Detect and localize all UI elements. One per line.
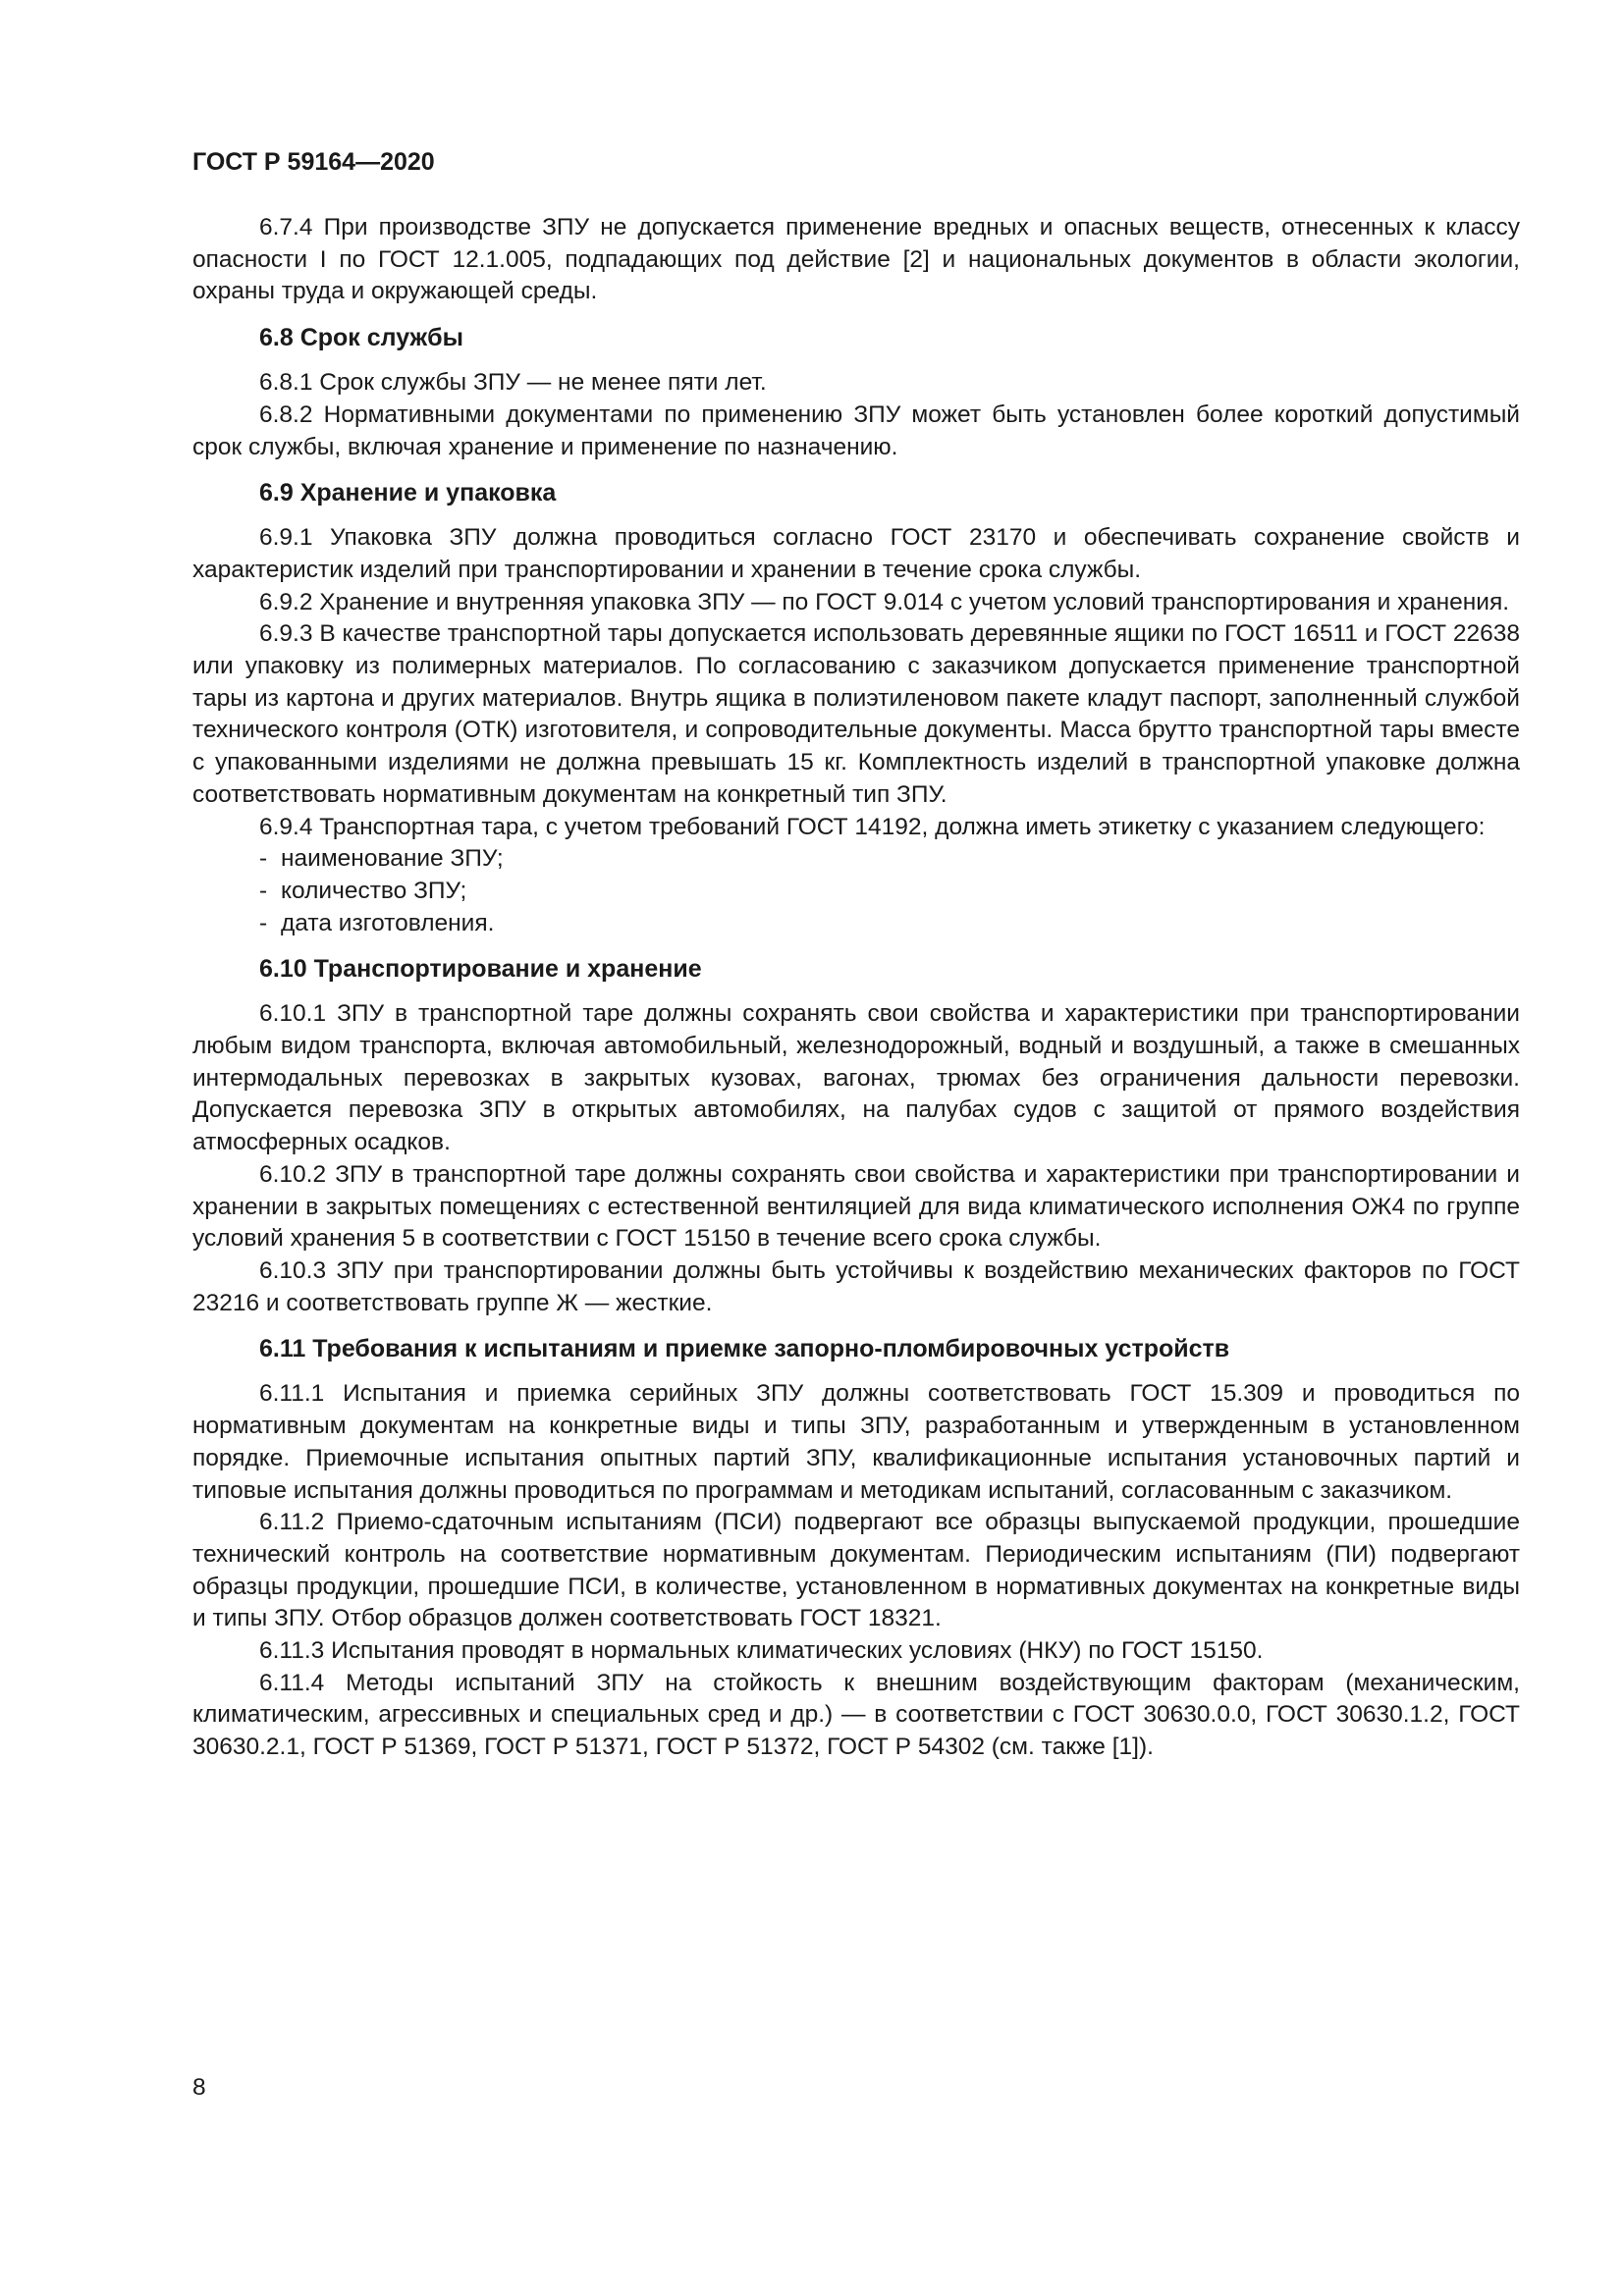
paragraph: 6.8.2 Нормативными документами по применению ЗПУ может быть установлен более короткий допустимый срок службы, включая хранение и применение по назначению. <box>192 400 1520 460</box>
section-heading: 6.10 Транспортирование и хранение <box>259 955 702 984</box>
paragraph: 6.11.2 Приемо-сдаточным испытаниям (ПСИ) подвергают все образцы выпускаемой продукции, прошедшие технический контроль на соответствие нормативным документам. Периодическим испытаниям (ПИ) подвергают образцы продукции, прошедшие ПСИ, в количестве, установленном в нормативных документах на конкретные виды и типы ЗПУ. Отбор образцов должен соответствовать ГОСТ 18321. <box>192 1509 1520 1632</box>
list-item <box>259 843 1520 876</box>
paragraph: 6.10.3 ЗПУ при транспортировании должны быть устойчивы к воздействию механических факторов по ГОСТ 23216 и соответствовать группе Ж — жесткие. <box>192 1256 1520 1316</box>
document-body <box>192 212 1520 1764</box>
section-heading: 6.8 Срок службы <box>259 324 463 352</box>
dash-marker: - <box>259 845 268 873</box>
paragraph: 6.9.1 Упаковка ЗПУ должна проводиться согласно ГОСТ 23170 и обеспечивать сохранение свойств и характеристик изделий при транспортировании и хранении в течение срока службы. <box>192 524 1520 583</box>
list-item-text: дата изготовления. <box>281 909 495 936</box>
dash-marker: - <box>259 877 268 904</box>
list-item-text: наименование ЗПУ; <box>281 845 504 873</box>
paragraph: 6.9.2 Хранение и внутренняя упаковка ЗПУ — по ГОСТ 9.014 с учетом условий транспортирования и хранения. <box>259 588 1510 615</box>
list-item <box>259 876 1520 908</box>
section-heading: 6.11 Требования к испытаниям и приемке запорно-пломбировочных устройств <box>259 1335 1230 1363</box>
paragraph: 6.9.3 В качестве транспортной тары допускается использовать деревянные ящики по ГОСТ 16511 и ГОСТ 22638 или упаковку из полимерных материалов. По согласованию с заказчиком допускается применение транспортной тары из картона и других материалов. Внутрь ящика в полиэтиленовом пакете кладут паспорт, заполненный службой технического контроля (ОТК) изготовителя, и сопроводительные документы. Масса брутто транспортной тары вместе с упакованными изделиями не должна превышать 15 кг. Комплектность изделий в транспортной упаковке должна соответствовать нормативным документам на конкретный тип ЗПУ. <box>192 620 1520 808</box>
paragraph: 6.8.1 Срок службы ЗПУ — не менее пяти лет. <box>259 369 767 397</box>
paragraph: 6.11.1 Испытания и приемка серийных ЗПУ должны соответствовать ГОСТ 15.309 и проводиться по нормативным документам на конкретные виды и типы ЗПУ, разработанным и утвержденным в установленном порядке. Приемочные испытания опытных партий ЗПУ, квалификационные испытания установочных партий и типовые испытания должны проводиться по программам и методикам испытаний, согласованным с заказчиком. <box>192 1380 1520 1504</box>
paragraph: 6.11.3 Испытания проводят в нормальных климатических условиях (НКУ) по ГОСТ 15150. <box>259 1637 1264 1665</box>
bullet-list <box>192 843 1520 939</box>
document-header: ГОСТ Р 59164—2020 <box>192 148 435 176</box>
section-heading: 6.9 Хранение и упаковка <box>259 479 557 507</box>
document-page <box>192 147 1520 1764</box>
dash-marker: - <box>259 909 268 936</box>
list-item-text: количество ЗПУ; <box>281 877 467 904</box>
page-number: 8 <box>192 2074 206 2101</box>
paragraph: 6.7.4 При производстве ЗПУ не допускается применение вредных и опасных веществ, отнесенных к классу опасности I по ГОСТ 12.1.005, подпадающих под действие [2] и национальных документов в области экологии, охраны труда и окружающей среды. <box>192 214 1520 305</box>
paragraph: 6.10.1 ЗПУ в транспортной таре должны сохранять свои свойства и характеристики при транспортировании любым видом транспорта, включая автомобильный, железнодорожный, водный и воздушный, а также в смешанных интермодальных перевозках в закрытых кузовах, вагонах, трюмах без ограничения дальности перевозки. Допускается перевозка ЗПУ в открытых автомобилях, на палубах судов с защитой от прямого воздействия атмосферных осадков. <box>192 1000 1520 1156</box>
paragraph: 6.11.4 Методы испытаний ЗПУ на стойкость к внешним воздействующим факторам (механическим, климатическим, агрессивных и специальных сред и др.) — в соответствии с ГОСТ 30630.0.0, ГОСТ 30630.1.2, ГОСТ 30630.2.1, ГОСТ Р 51369, ГОСТ Р 51371, ГОСТ Р 51372, ГОСТ Р 54302 (см. также [1]). <box>192 1669 1520 1761</box>
list-item <box>259 908 1520 940</box>
paragraph: 6.10.2 ЗПУ в транспортной таре должны сохранять свои свойства и характеристики при транспортировании и хранении в закрытых помещениях с естественной вентиляцией для вида климатического исполнения ОЖ4 по группе условий хранения 5 в соответствии с ГОСТ 15150 в течение всего срока службы. <box>192 1160 1520 1253</box>
paragraph: 6.9.4 Транспортная тара, с учетом требований ГОСТ 14192, должна иметь этикетку с указанием следующего: <box>259 813 1486 840</box>
